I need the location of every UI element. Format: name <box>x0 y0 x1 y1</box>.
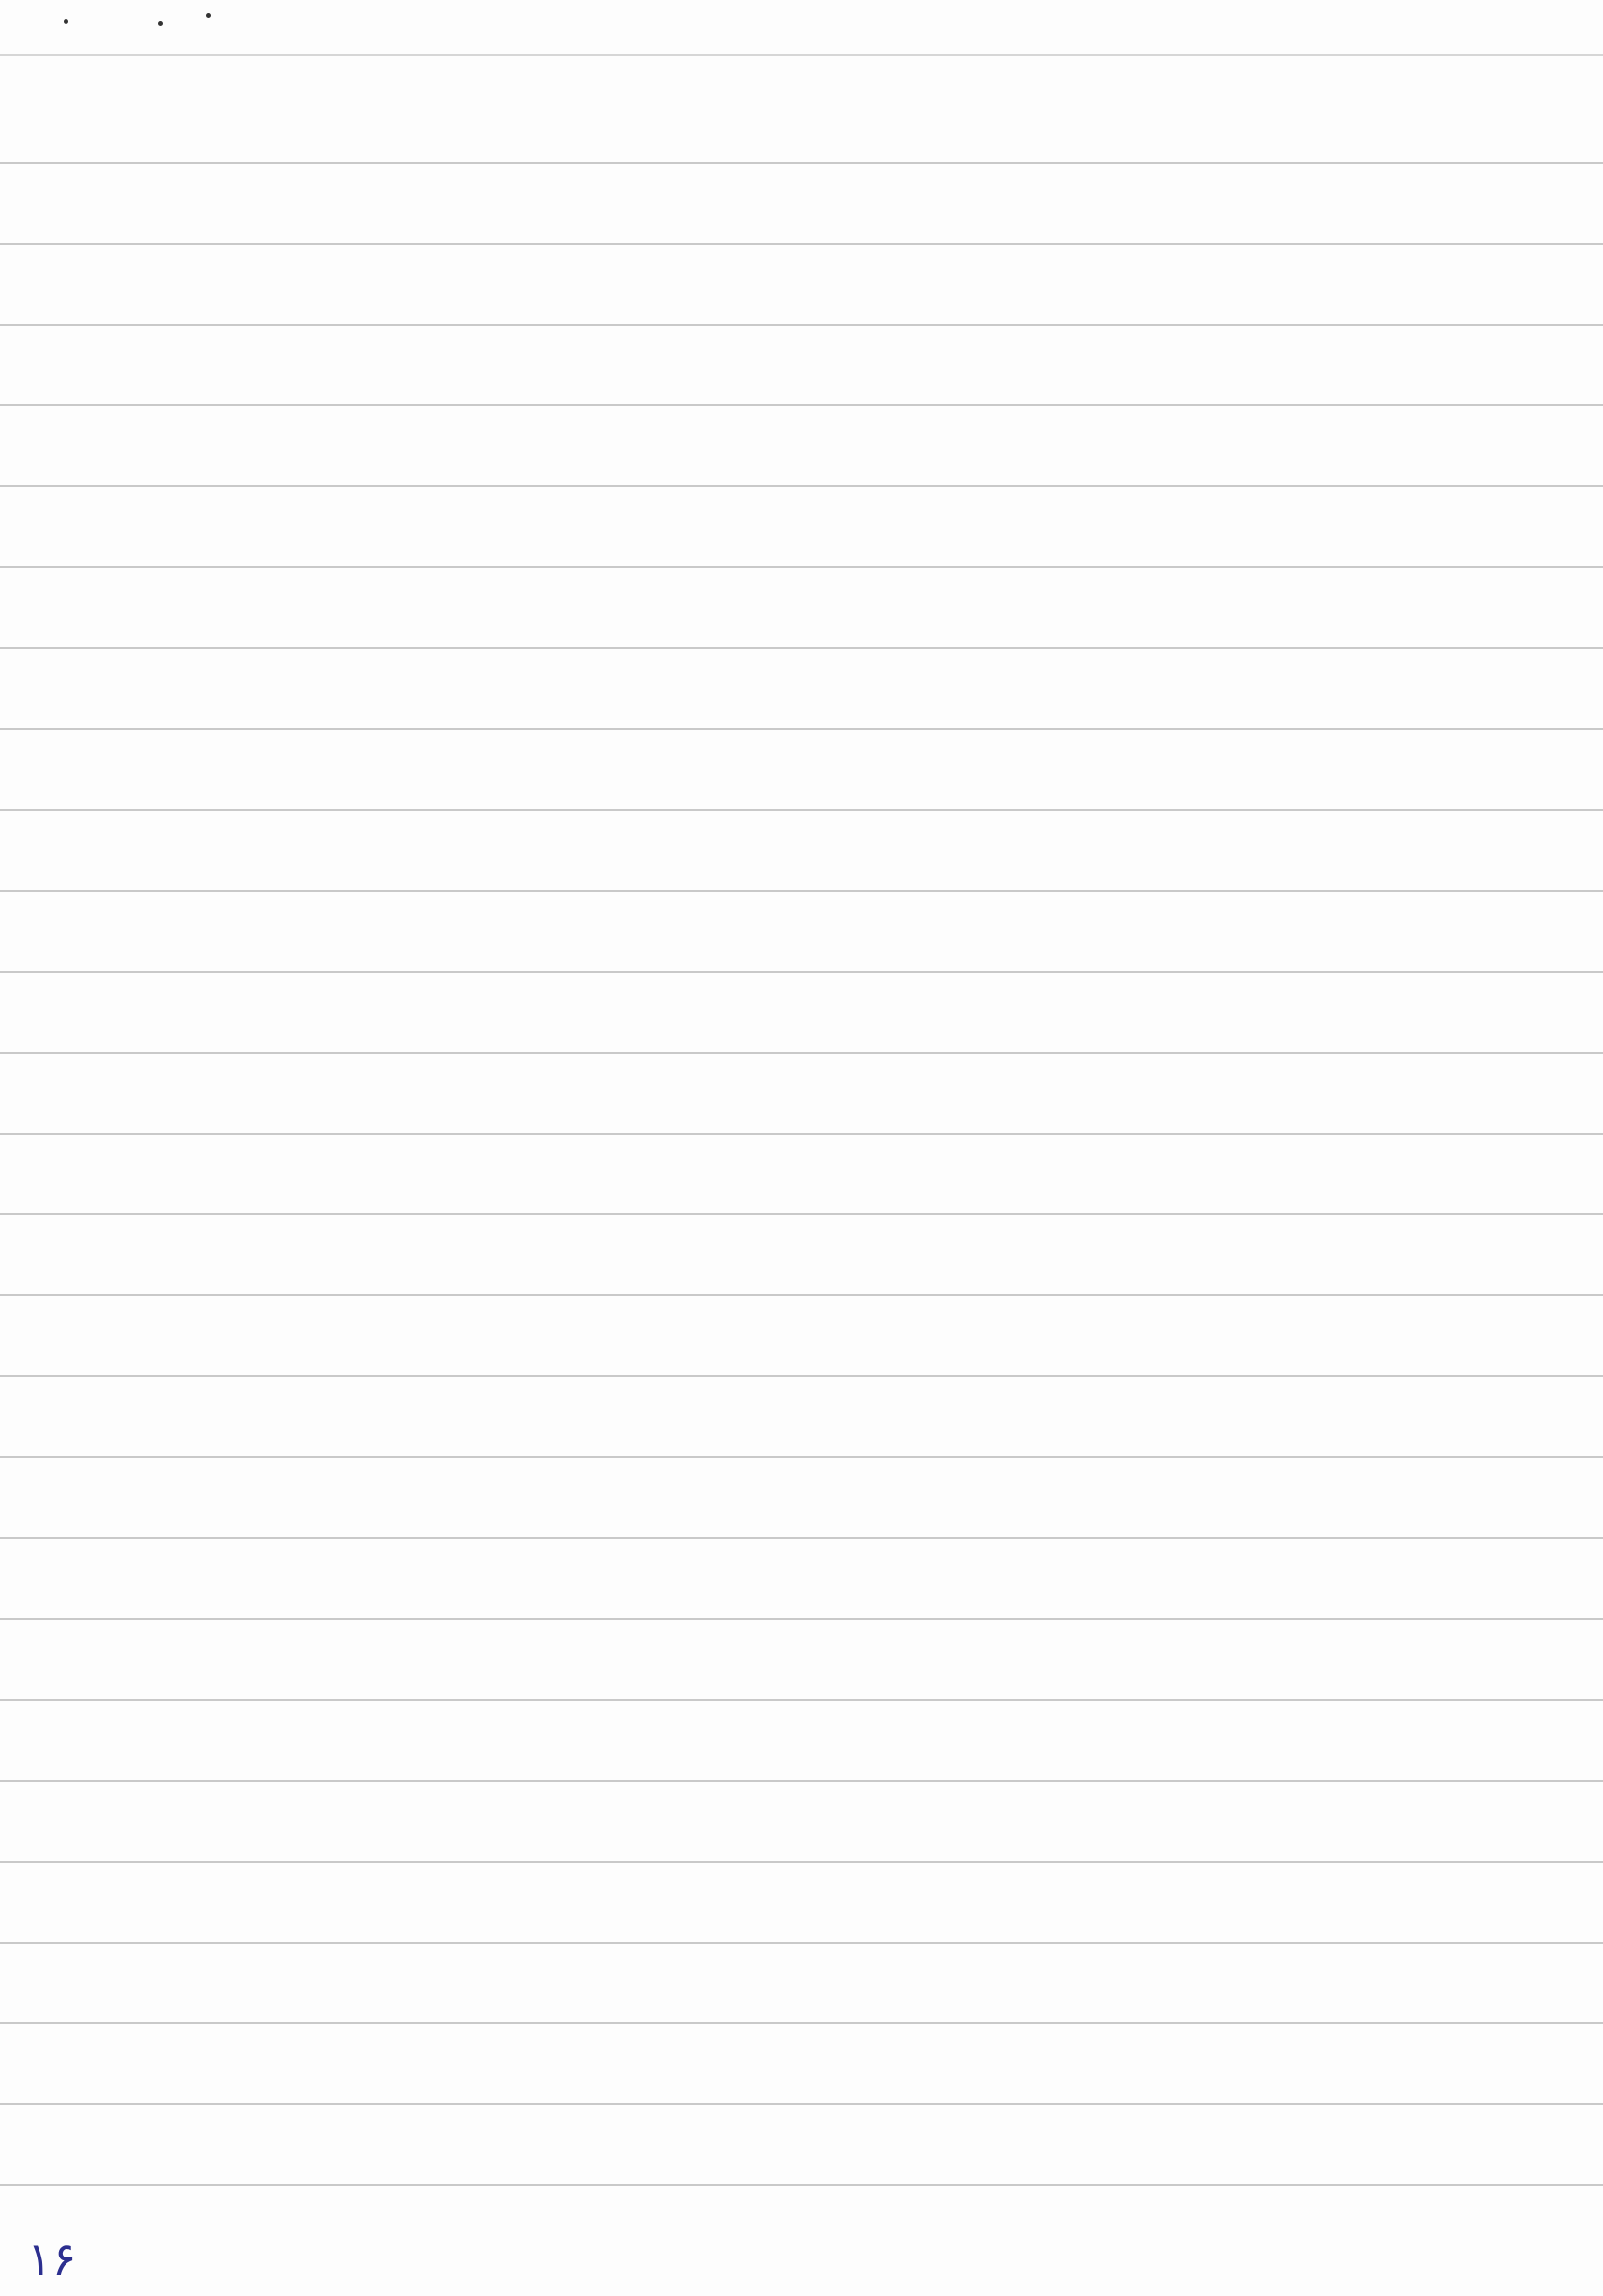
page-number: ۱۶ <box>27 2232 77 2286</box>
ruled-line <box>0 1294 1603 1296</box>
scan-speck <box>206 13 211 18</box>
ruled-line <box>0 1780 1603 1782</box>
ruled-line <box>0 1213 1603 1215</box>
ruled-line <box>0 162 1603 164</box>
ruled-line <box>0 809 1603 811</box>
ruled-line <box>0 1942 1603 1944</box>
ruled-line <box>0 1133 1603 1135</box>
ruled-line <box>0 404 1603 406</box>
ruled-line <box>0 728 1603 730</box>
ruled-line <box>0 890 1603 892</box>
ruled-line <box>0 2022 1603 2024</box>
ruled-line <box>0 1699 1603 1701</box>
scan-speck <box>64 19 68 24</box>
ruled-line <box>0 2103 1603 2105</box>
ruled-line <box>0 647 1603 649</box>
ruled-line <box>0 2184 1603 2186</box>
ruled-line <box>0 324 1603 326</box>
ruled-line <box>0 485 1603 487</box>
ruled-line <box>0 1537 1603 1539</box>
top-margin-rule <box>0 54 1603 56</box>
ruled-line <box>0 1052 1603 1054</box>
scan-speck <box>158 21 163 26</box>
ruled-line <box>0 971 1603 973</box>
ruled-line <box>0 1456 1603 1458</box>
ruled-line <box>0 243 1603 245</box>
ruled-line <box>0 1375 1603 1377</box>
ruled-line <box>0 1618 1603 1620</box>
ruled-line <box>0 566 1603 568</box>
ruled-line <box>0 1861 1603 1863</box>
